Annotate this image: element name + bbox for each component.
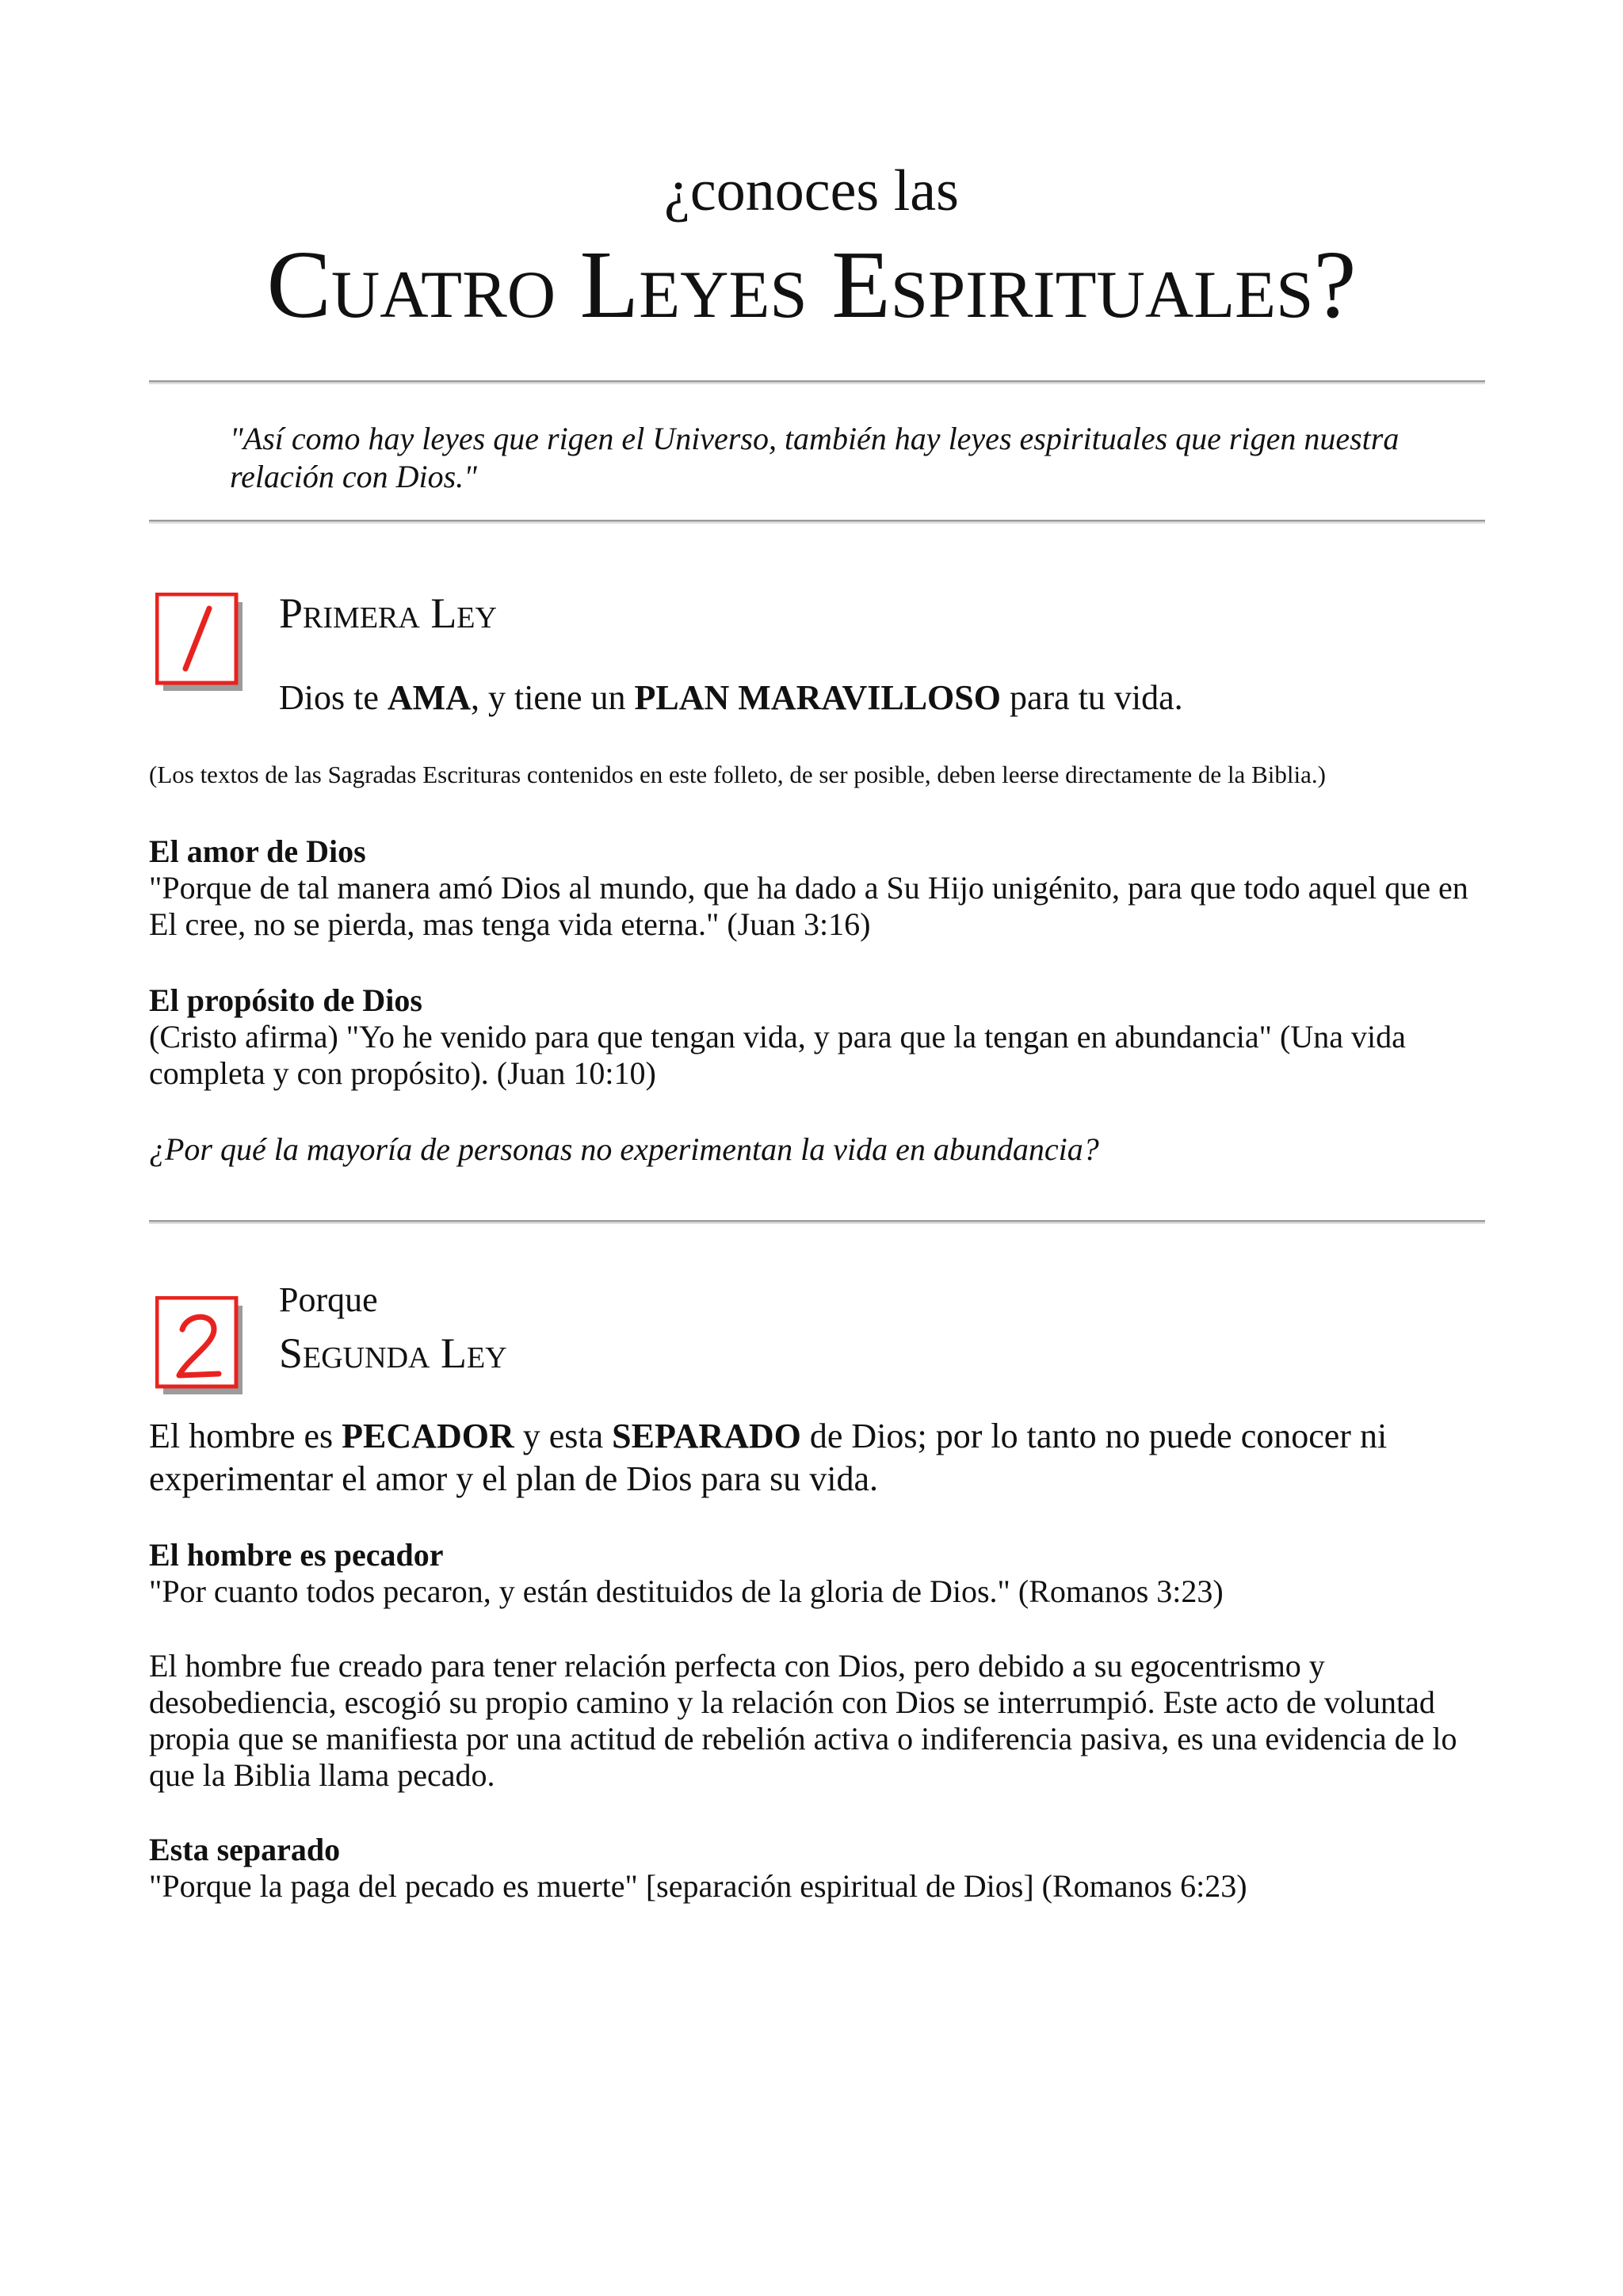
law-2-number-icon — [155, 1296, 244, 1396]
divider — [149, 380, 1485, 384]
divider — [149, 520, 1485, 524]
section-proposito-de-dios — [149, 982, 1496, 1092]
section-amor-de-dios — [149, 833, 1496, 943]
divider — [149, 1220, 1485, 1224]
law-1-number-icon — [155, 593, 244, 692]
section-esta-separado — [149, 1832, 1496, 1905]
section-heading: El propósito de Dios — [149, 982, 422, 1018]
section-text: "Porque de tal manera amó Dios al mundo, que ha dado a Su Hijo unigénito, para que todo aquel que en El cree, no se pierda, mas tenga vida eterna." (Juan 3:16) — [149, 870, 1468, 942]
section-hombre-pecador — [149, 1537, 1496, 1610]
law-2-statement: El hombre es PECADOR y esta SEPARADO de Dios; por lo tanto no puede conocer ni experimentar el amor y el plan de Dios para su vida. — [149, 1417, 1388, 1498]
page-title: Cuatro Leyes Espirituales? — [266, 231, 1357, 338]
title-small: ¿conoces las — [664, 158, 959, 223]
law-2-heading: Segunda Ley — [279, 1329, 507, 1377]
scripture-note: (Los textos de las Sagradas Escrituras contenidos en este folleto, de ser posible, deben leerse directamente de la Biblia.) — [149, 761, 1326, 788]
intro-quote: "Así como hay leyes que rigen el Universo, también hay leyes espirituales que rigen nuestra relación con Dios." — [230, 421, 1400, 494]
law-1-statement: Dios te AMA, y tiene un PLAN MARAVILLOSO para tu vida. — [279, 678, 1183, 717]
section-heading: El amor de Dios — [149, 833, 366, 869]
section-text: "Por cuanto todos pecaron, y están destituidos de la gloria de Dios." (Romanos 3:23) — [149, 1573, 1224, 1609]
law-2-pre-heading: Porque — [279, 1280, 378, 1319]
section-heading: Esta separado — [149, 1832, 341, 1867]
law-1-heading: Primera Ley — [279, 589, 497, 637]
section-text: El hombre fue creado para tener relación perfecta con Dios, pero debido a su egocentrismo y desobediencia, escogió su propio camino y la relación con Dios se interrumpió. Este acto de voluntad propia que se manifiesta por una actitud de rebelión activa o indiferencia pasiva, es una evidencia de lo que la Biblia llama pecado. — [149, 1648, 1457, 1793]
section-explanation — [149, 1648, 1496, 1794]
section-heading: El hombre es pecador — [149, 1537, 444, 1573]
section-text: "Porque la paga del pecado es muerte" [separación espiritual de Dios] (Romanos 6:23) — [149, 1868, 1247, 1904]
transition-question: ¿Por qué la mayoría de personas no experimentan la vida en abundancia? — [149, 1131, 1099, 1167]
section-text: (Cristo afirma) "Yo he venido para que tengan vida, y para que la tengan en abundancia" (Una vida completa y con propósito). (Juan 10:10) — [149, 1019, 1406, 1091]
